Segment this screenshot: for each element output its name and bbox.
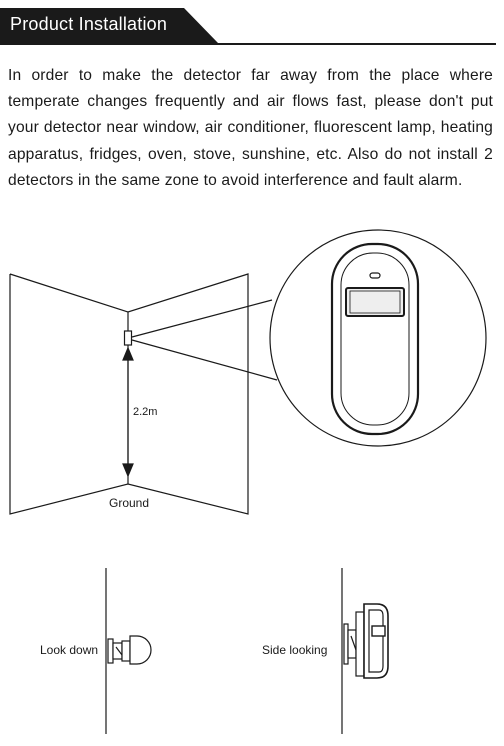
- side-looking-view: [342, 568, 388, 734]
- section-title: Product Installation: [10, 14, 168, 34]
- header-rule: [0, 43, 496, 45]
- look-down-label: Look down: [40, 643, 99, 657]
- height-label: 2.2m: [133, 406, 158, 418]
- look-down-view: [106, 568, 151, 734]
- room-outline: [10, 274, 248, 514]
- side-looking-label: Side looking: [262, 643, 328, 657]
- callout-line-bottom: [132, 340, 277, 380]
- instruction-text: In order to make the detector far away from the place where temperate changes frequently and air flows fast, please don't put your detector near window, air conditioner, fluorescent lamp, heating apparatus, fridges, oven, stove, sunshine, etc. Also do not install 2 detectors in the same zone to avoid interference and fault alarm.: [8, 67, 493, 189]
- magnify-circle: [270, 230, 486, 446]
- detector-enlarged: [332, 244, 418, 434]
- instruction-paragraph: [8, 63, 493, 194]
- detector-marker: [125, 331, 132, 345]
- callout-line-top: [132, 300, 272, 337]
- height-arrow: [123, 348, 133, 476]
- ground-label: Ground: [109, 496, 150, 510]
